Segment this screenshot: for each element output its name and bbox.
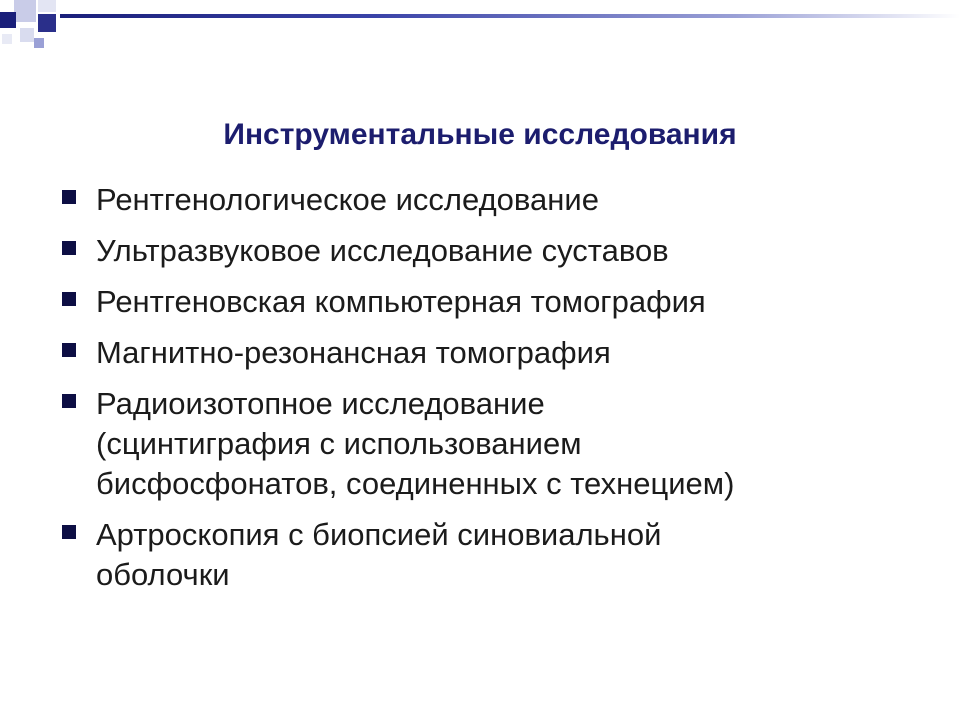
corner-decoration-square	[2, 34, 12, 44]
corner-decoration-square	[0, 12, 16, 28]
bullet-list	[62, 180, 942, 606]
corner-decoration-square	[38, 14, 56, 32]
list-item	[62, 384, 942, 504]
corner-decoration-square	[20, 28, 34, 42]
list-item	[62, 333, 942, 373]
bullet-text: оболочки	[96, 557, 230, 592]
list-item	[62, 180, 942, 220]
corner-decoration-square	[38, 0, 56, 12]
bullet-text: (сцинтиграфия с использованием	[96, 426, 582, 461]
list-item	[62, 231, 942, 271]
bullet-text: Радиоизотопное исследование	[96, 386, 545, 421]
header-gradient-bar	[60, 14, 960, 18]
list-item	[62, 282, 942, 322]
corner-decoration-square	[14, 0, 36, 22]
square-bullet-icon	[62, 241, 76, 255]
list-item	[62, 515, 942, 595]
square-bullet-icon	[62, 394, 76, 408]
square-bullet-icon	[62, 343, 76, 357]
bullet-text: Артроскопия с биопсией синовиальной	[96, 517, 662, 552]
slide-title: Инструментальные исследования	[223, 118, 737, 151]
square-bullet-icon	[62, 190, 76, 204]
bullet-text: бисфосфонатов, соединенных с технецием)	[96, 466, 735, 501]
bullet-text: Рентгеновская компьютерная томография	[96, 284, 706, 319]
corner-decoration-square	[34, 38, 44, 48]
bullet-text: Магнитно-резонансная томография	[96, 335, 611, 370]
square-bullet-icon	[62, 292, 76, 306]
square-bullet-icon	[62, 525, 76, 539]
bullet-text: Рентгенологическое исследование	[96, 182, 599, 217]
bullet-text: Ультразвуковое исследование суставов	[96, 233, 669, 268]
